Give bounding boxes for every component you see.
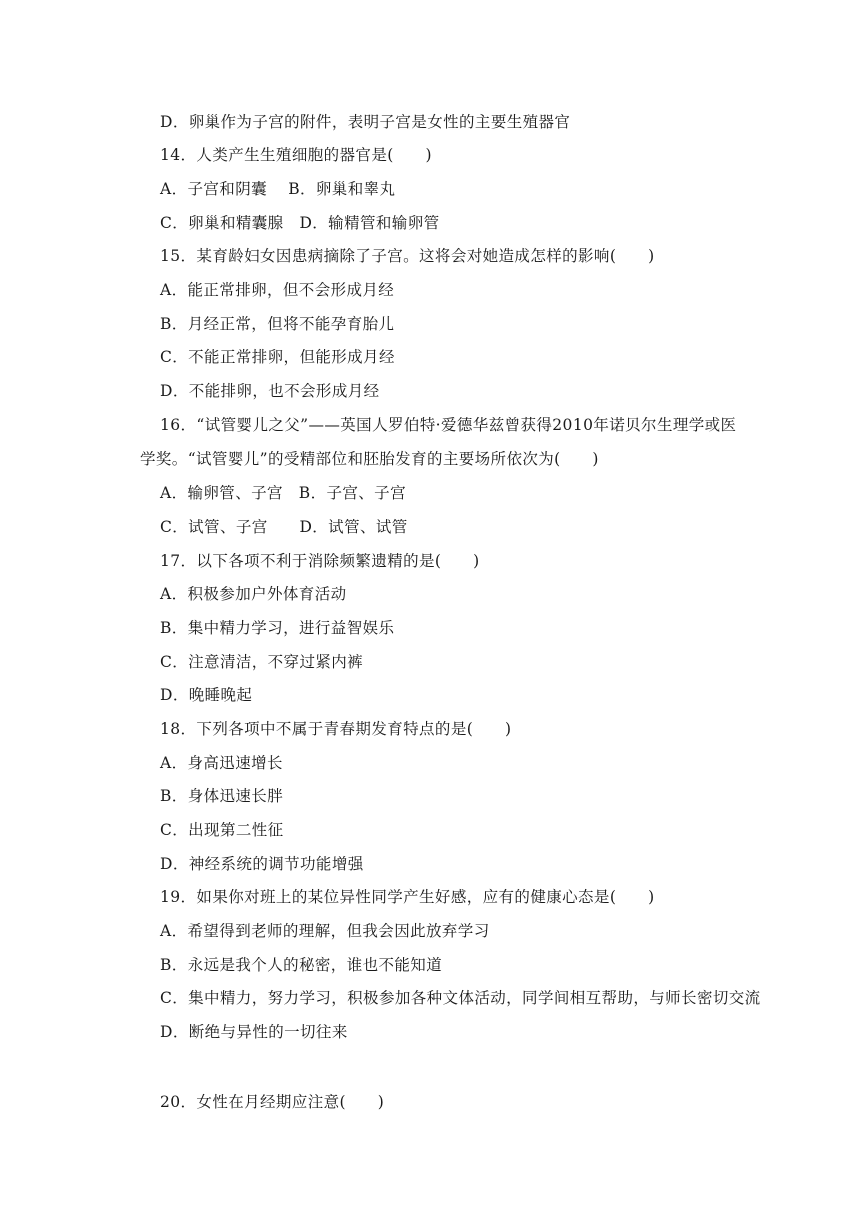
q15-option-b: B．月经正常，但将不能孕育胎儿 <box>160 315 395 333</box>
q15-option-d: D．不能排卵，也不会形成月经 <box>160 382 380 400</box>
q15-option-a: A．能正常排卵，但不会形成月经 <box>160 281 395 299</box>
q16-options-ab: A．输卵管、子宫 B．子宫、子宫 <box>160 484 406 502</box>
q19-option-a: A．希望得到老师的理解，但我会因此放弃学习 <box>160 922 490 940</box>
q15-option-c: C．不能正常排卵，但能形成月经 <box>160 348 395 366</box>
q18-option-d: D．神经系统的调节功能增强 <box>160 855 364 873</box>
q18-option-a: A．身高迅速增长 <box>160 754 283 772</box>
q15-stem: 15．某育龄妇女因患病摘除了子宫。这将会对她造成怎样的影响( ) <box>160 247 655 265</box>
q14-options-cd: C．卵巢和精囊腺 D．输精管和输卵管 <box>160 214 440 232</box>
q19-stem: 19．如果你对班上的某位异性同学产生好感，应有的健康心态是( ) <box>160 888 655 906</box>
q16-stem: 16．“试管婴儿之父”——英国人罗伯特·爱德华兹曾获得2010年诺贝尔生理学或医学奖。“试管婴儿”的受精部位和胚胎发育的主要场所依次为( ) <box>140 416 737 468</box>
q17-option-c: C．注意清洁，不穿过紧内裤 <box>160 653 364 671</box>
q13-option-d: D．卵巢作为子宫的附件，表明子宫是女性的主要生殖器官 <box>160 113 571 131</box>
q14-stem: 14．人类产生生殖细胞的器官是( ) <box>160 146 432 164</box>
q18-option-c: C．出现第二性征 <box>160 821 284 839</box>
q19-option-c: C．集中精力，努力学习，积极参加各种文体活动，同学间相互帮助，与师长密切交流 <box>160 989 761 1007</box>
q17-option-b: B．集中精力学习，进行益智娱乐 <box>160 619 395 637</box>
q18-stem: 18．下列各项中不属于青春期发育特点的是( ) <box>160 720 512 738</box>
q19-option-d: D．断绝与异性的一切往来 <box>160 1023 348 1041</box>
q17-option-a: A．积极参加户外体育活动 <box>160 585 347 603</box>
q20-stem: 20．女性在月经期应注意( ) <box>160 1093 385 1111</box>
q19-option-b: B．永远是我个人的秘密，谁也不能知道 <box>160 956 443 974</box>
q17-option-d: D．晚睡晚起 <box>160 686 253 704</box>
q14-options-ab: A．子宫和阴囊 B．卵巢和睾丸 <box>160 180 396 198</box>
q16-options-cd: C．试管、子宫 D．试管、试管 <box>160 518 408 536</box>
q17-stem: 17．以下各项不利于消除频繁遗精的是( ) <box>160 552 480 570</box>
q18-option-b: B．身体迅速长胖 <box>160 787 284 805</box>
